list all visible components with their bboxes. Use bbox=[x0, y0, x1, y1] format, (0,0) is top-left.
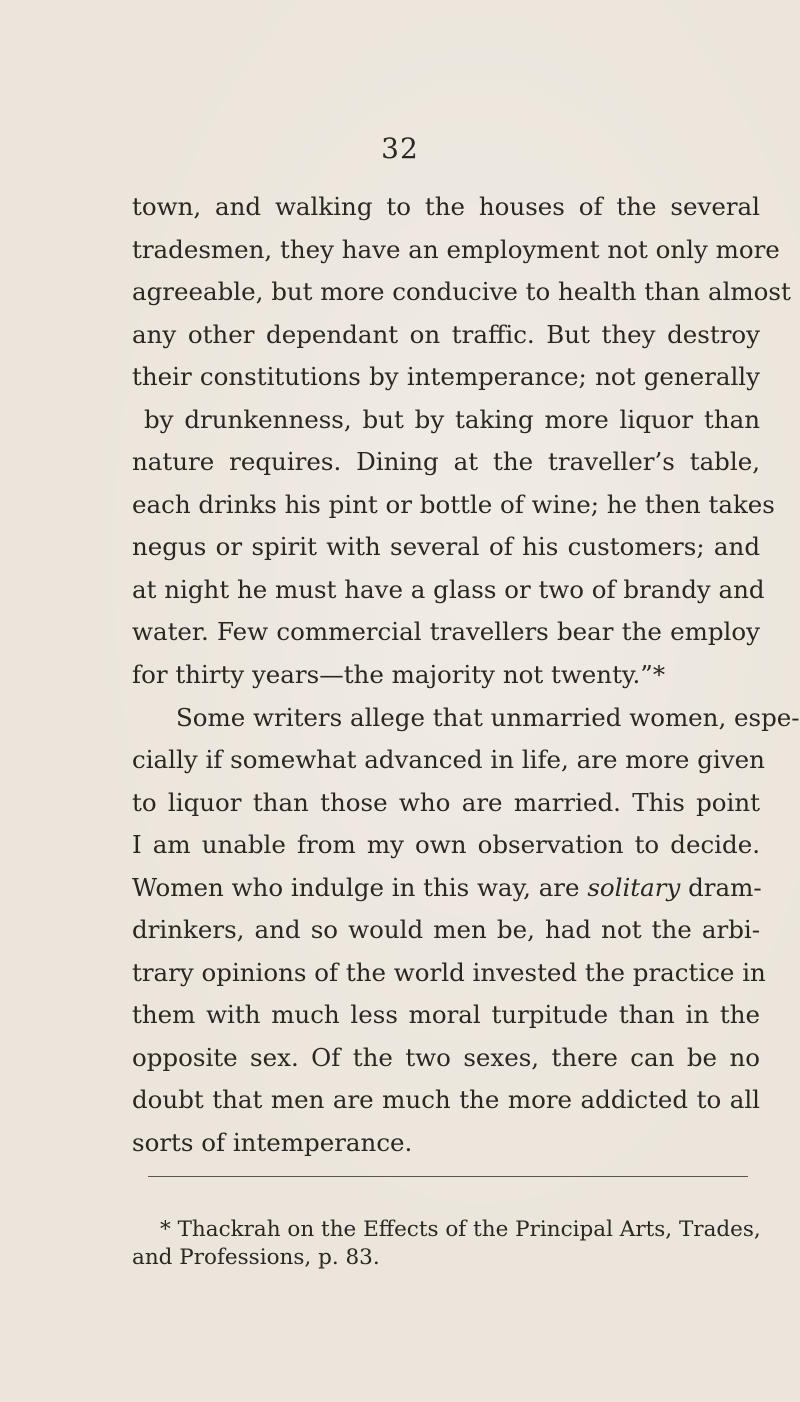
text-line: their constitutions by intemperance; not generally bbox=[132, 362, 760, 391]
footnote-line: * Thackrah on the Effects of the Principal Arts, Trades, bbox=[160, 1217, 761, 1242]
text-line: negus or spirit with several of his customers; and bbox=[132, 532, 760, 561]
footnote-divider bbox=[148, 1176, 748, 1177]
text-line: sorts of intemperance. bbox=[132, 1128, 413, 1157]
text-line-with-italic bbox=[132, 873, 760, 903]
text-line: any other dependant on traffic. But they destroy bbox=[132, 320, 760, 349]
text-line: agreeable, but more conducive to health than almost bbox=[132, 277, 791, 306]
text-line: I am unable from my own observation to decide. bbox=[132, 830, 760, 859]
text-line: opposite sex. Of the two sexes, there can be no bbox=[132, 1043, 760, 1072]
text-line: doubt that men are much the more addicted to all bbox=[132, 1085, 760, 1114]
text-line: town, and walking to the houses of the several bbox=[132, 192, 760, 221]
paragraph-first-line: Some writers allege that unmarried women, espe- bbox=[176, 703, 800, 732]
page-number: 32 bbox=[381, 132, 419, 165]
text-line: to liquor than those who are married. This point bbox=[132, 788, 760, 817]
text-line: water. Few commercial travellers bear the employ bbox=[132, 617, 760, 646]
text-line: them with much less moral turpitude than in the bbox=[132, 1000, 760, 1029]
footnote-line: and Professions, p. 83. bbox=[132, 1245, 380, 1270]
text-line: for thirty years—the majority not twenty.”* bbox=[132, 660, 666, 689]
text-line: each drinks his pint or bottle of wine; he then takes bbox=[132, 490, 775, 519]
text-run: dram- bbox=[680, 873, 762, 902]
italic-word: solitary bbox=[587, 873, 681, 902]
text-line: nature requires. Dining at the traveller’s table, bbox=[132, 447, 760, 476]
text-line: drinkers, and so would men be, had not the arbi- bbox=[132, 915, 760, 944]
text-line: at night he must have a glass or two of brandy and bbox=[132, 575, 765, 604]
text-line: trary opinions of the world invested the practice in bbox=[132, 958, 766, 987]
text-run: Women who indulge in this way, are bbox=[132, 873, 588, 902]
text-line: cially if somewhat advanced in life, are more given bbox=[132, 745, 765, 774]
text-line: by drunkenness, but by taking more liquor than bbox=[144, 405, 760, 434]
text-line: tradesmen, they have an employment not only more bbox=[132, 235, 780, 264]
